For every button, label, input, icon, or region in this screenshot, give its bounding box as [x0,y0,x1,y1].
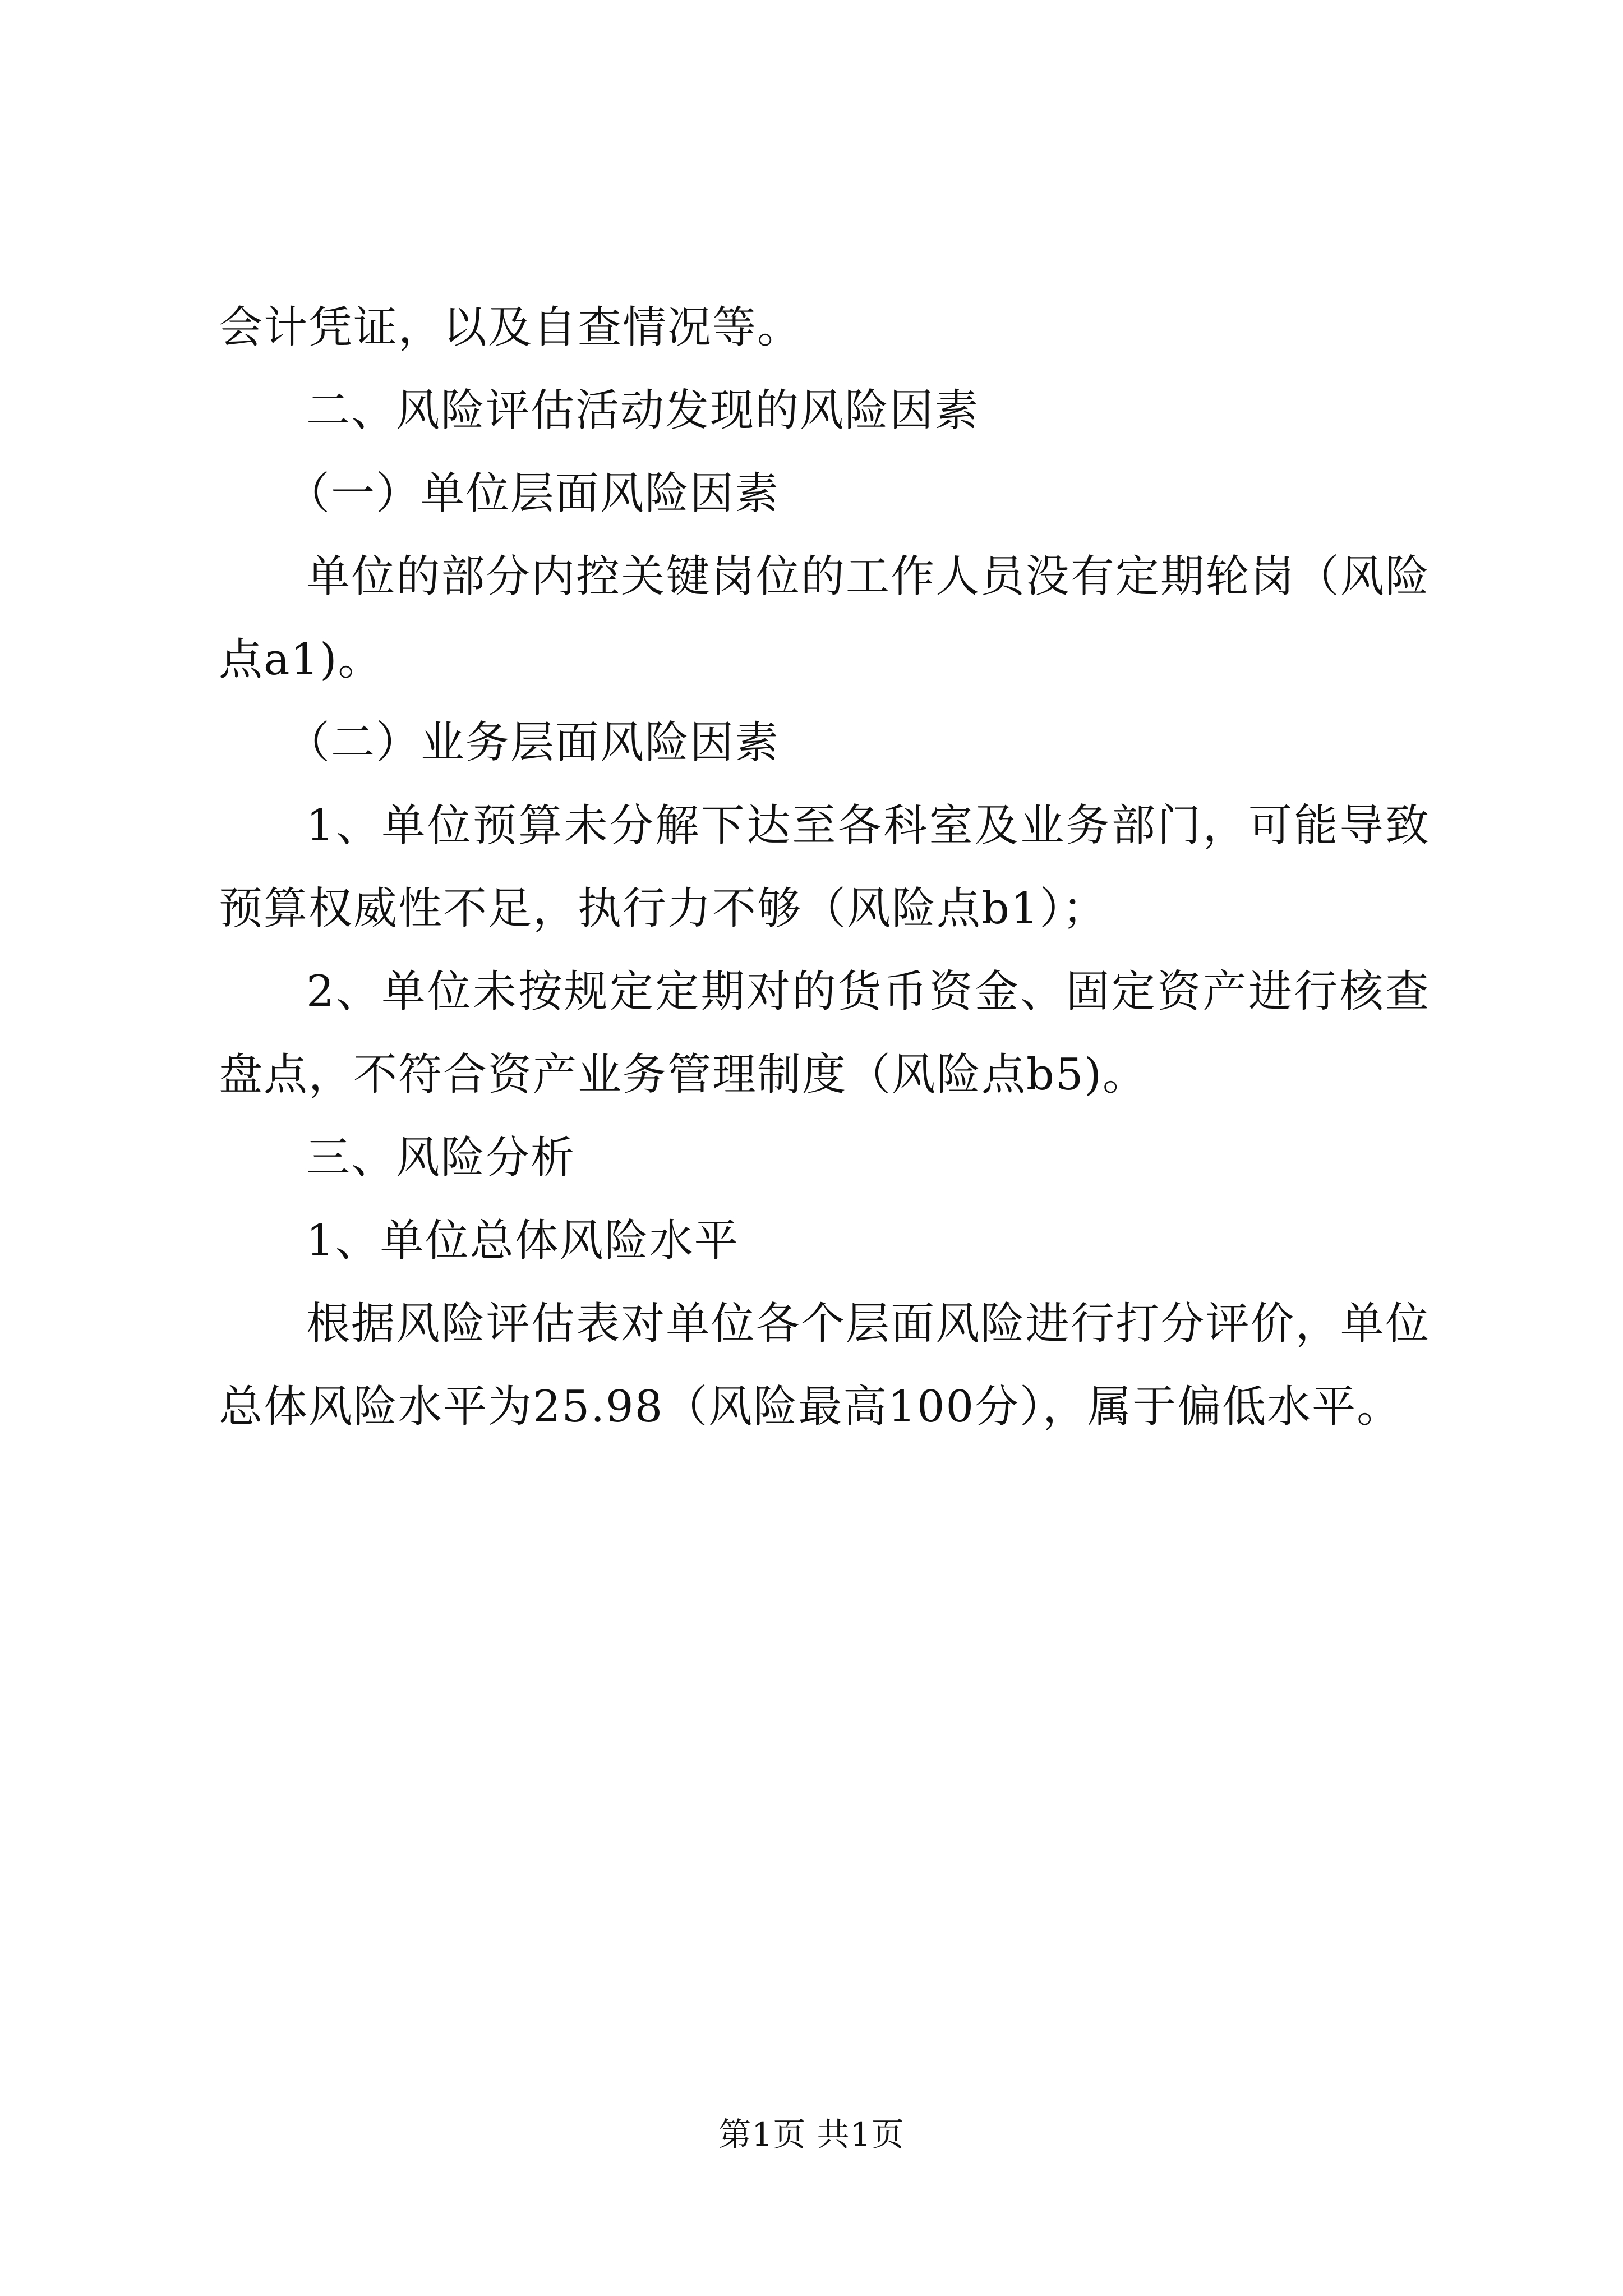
document-body [219,286,1430,1448]
paragraph-unit-risk: 单位的部分内控关键岗位的工作人员没有定期轮岗（风险点a1)。 [219,551,1430,685]
page-footer: 第1页 共1页 [718,2115,905,2154]
heading-section-3: 三、风险分析 [306,1133,576,1183]
paragraph-overall-risk: 根据风险评估表对单位各个层面风险进行打分评价，单位总体风险水平为25.98（风险最高100分），属于偏低水平。 [219,1299,1430,1432]
heading-subsection-2: （二）业务层面风险因素 [286,717,780,768]
paragraph-continuation: 会计凭证，以及自查情况等。 [219,302,803,353]
paragraph-asset-risk: 2、单位未按规定定期对的货币资金、固定资产进行核查盘点，不符合资产业务管理制度（风险点b5)。 [219,967,1430,1100]
heading-overall-risk: 1、单位总体风险水平 [306,1216,739,1266]
paragraph-budget-risk: 1、单位预算未分解下达至各科室及业务部门，可能导致预算权威性不足，执行力不够（风险点b1）； [219,800,1430,934]
heading-subsection-1: （一）单位层面风险因素 [286,468,780,519]
heading-section-2: 二、风险评估活动发现的风险因素 [306,385,980,436]
